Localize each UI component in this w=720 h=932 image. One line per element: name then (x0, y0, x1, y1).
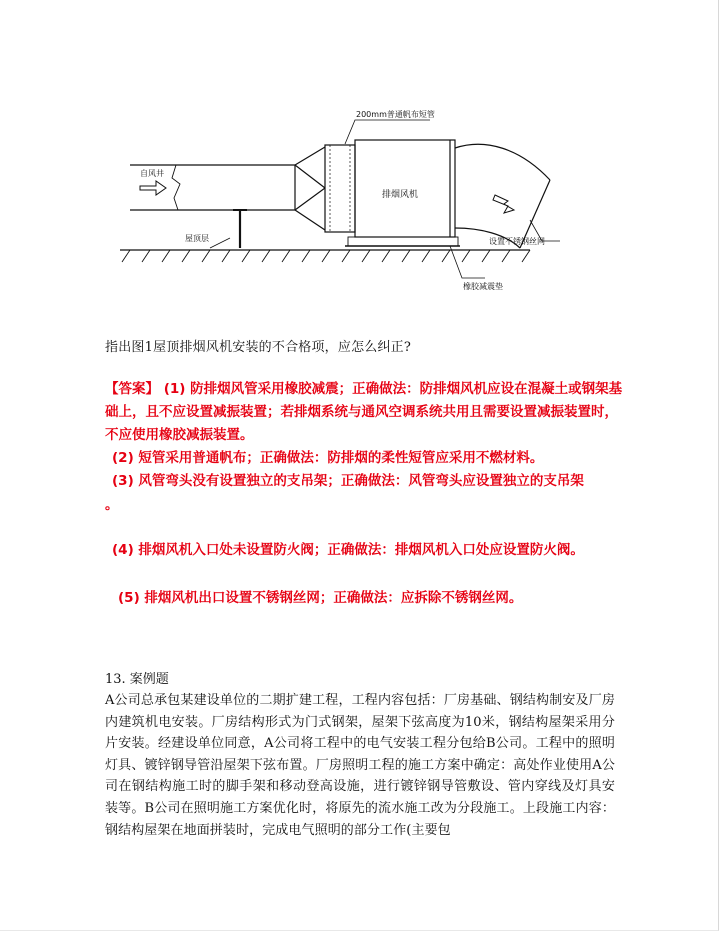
inlet-arrow-icon (140, 181, 166, 195)
answer-item-4: (4) 排烟风机入口处未设置防火阀；正确做法：排烟风机入口处应设置防火阀。 (112, 542, 584, 558)
outlet-arrow-icon (493, 195, 514, 213)
answer-item-5: (5) 排烟风机出口设置不锈钢丝网；正确做法：应拆除不锈钢丝网。 (118, 590, 523, 606)
question-text: 指出图1屋顶排烟风机安装的不合格项，应怎么纠正? (105, 340, 412, 355)
fan-diagram (120, 100, 560, 300)
elbow-top (455, 144, 550, 180)
case-title: 13. 案例题 (105, 672, 169, 687)
canvas-short-pipe (325, 145, 355, 232)
inlet-label: 自风井 (140, 169, 164, 178)
fan-body (355, 140, 455, 237)
roof-label: 屋顶层 (185, 234, 209, 243)
transition-top (295, 147, 325, 165)
answer-item-3-end: 。 (105, 497, 119, 513)
answer-item-2: (2) 短管采用普通帆布；正确做法：防排烟的柔性短管应采用不燃材料。 (112, 450, 544, 466)
mesh-label: 设置不锈钢丝网 (489, 237, 545, 246)
duct-label: 200mm普通帆布短管 (356, 110, 435, 119)
case-body: A公司总承包某建设单位的二期扩建工程，工程内容包括：厂房基础、钢结构制安及厂房内建筑机电安装。厂房结构形式为门式钢架，屋架下弦高度为10米，钢结构屋架采用分片安装。经建设单位同意，A公司将工程中的电气安装工程分包给B公司。工程中的照明灯具、镀锌钢导管沿屋架下弦布置。厂房照明工程的施工方案中确定：高处作业使用A公司在钢结构施工时的脚手架和移动登高设施，进行镀锌钢导管敷设、管内穿线及灯具安装等。B公司在照明施工方案优化时，将原先的流水施工改为分段施工。上段施工内容：钢结构屋架在地面拼装时，完成电气照明的部分工作(主要包 (105, 693, 615, 838)
break-line (172, 165, 180, 210)
fan-label: 排烟风机 (382, 190, 419, 200)
fan-installation-figure (120, 100, 560, 300)
pad-label: 橡胶减震垫 (463, 282, 503, 291)
pad-leader (450, 246, 485, 278)
answer-item-3: (3) 风管弯头没有设置独立的支吊架；正确做法：风管弯头应设置独立的支吊架 (112, 473, 584, 489)
answer-item-1: 【答案】 (1) 防排烟风管采用橡胶减震；正确做法：防排烟风机应设在混凝土或钢架基础上，且不应设置减振装置；若排烟系统与通风空调系统共用且需要设置减振装置时，不应使用橡胶减振装置。 (105, 381, 623, 443)
roof-leader (210, 238, 230, 248)
rubber-pad (348, 237, 458, 246)
ground-hatching (122, 250, 530, 262)
